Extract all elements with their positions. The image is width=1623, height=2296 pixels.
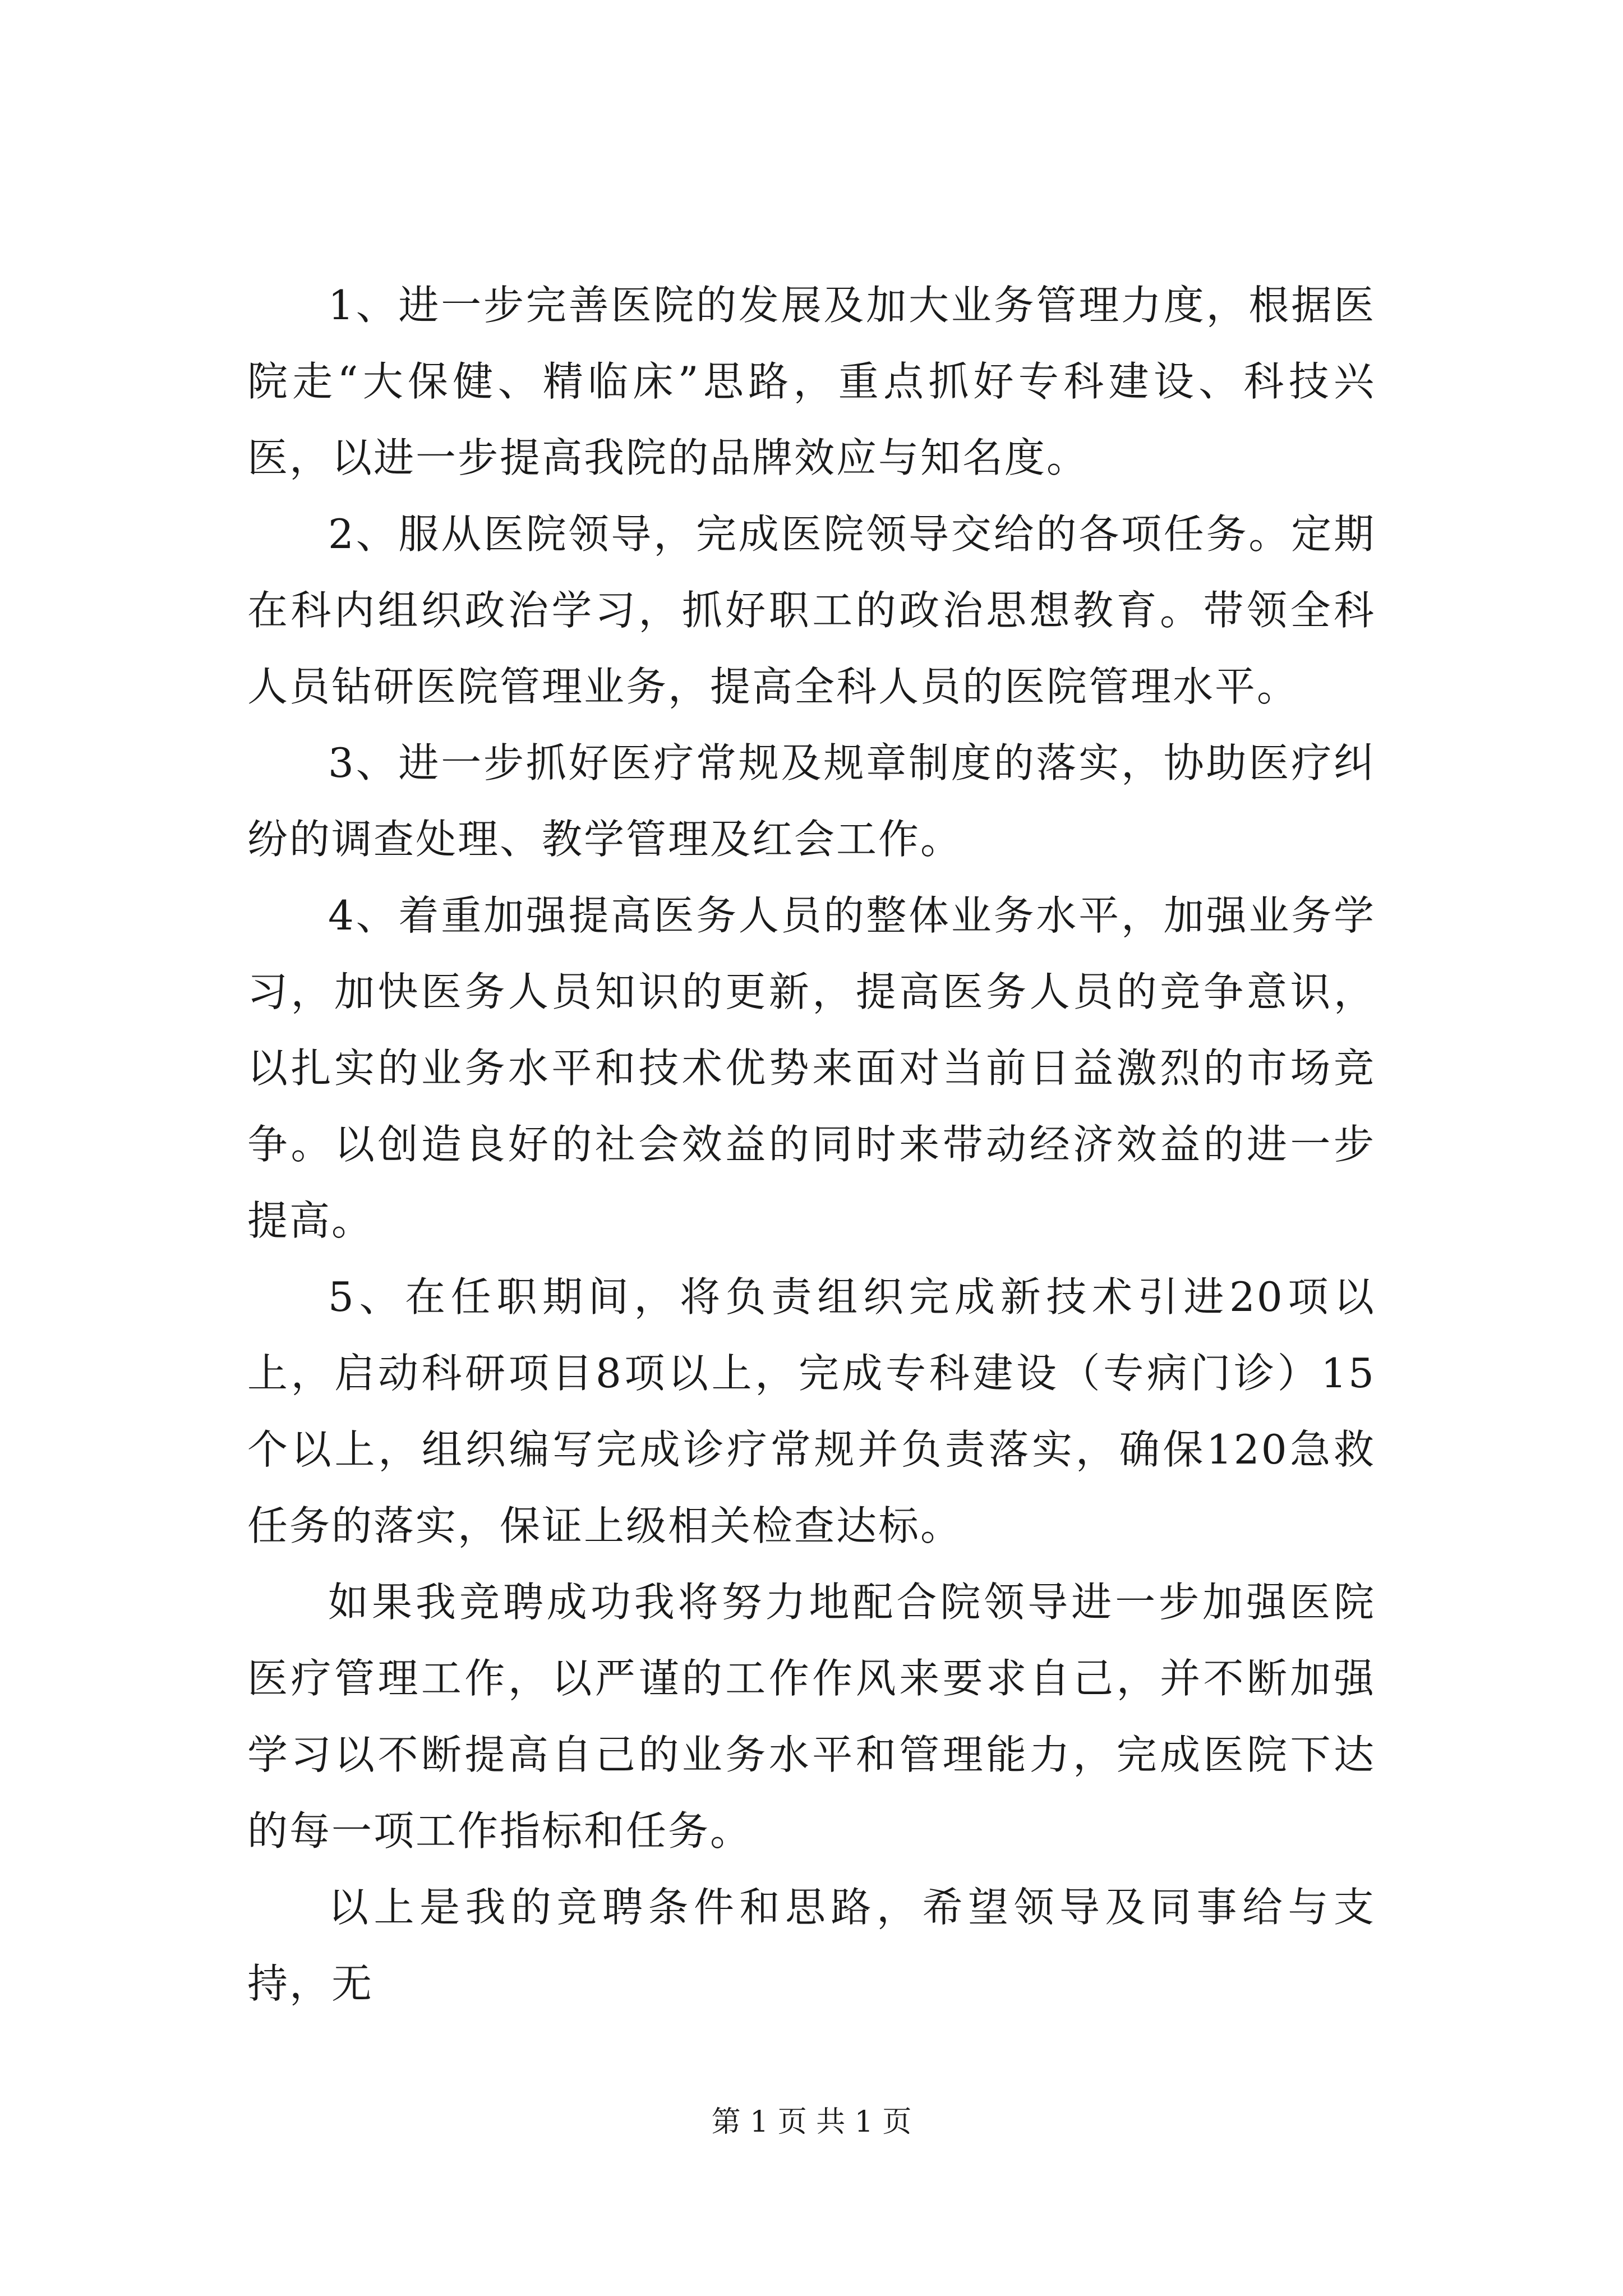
paragraph-1: 1、进一步完善医院的发展及加大业务管理力度，根据医院走“大保健、精临床”思路，重点抓好专科建设、科技兴医，以进一步提高我院的品牌效应与知名度。 xyxy=(247,282,1376,481)
paragraph-4: 4、着重加强提高医务人员的整体业务水平，加强业务学习，加快医务人员知识的更新，提高医务人员的竞争意识，以扎实的业务水平和技术优势来面对当前日益激烈的市场竞争。以创造良好的社会效益的同时来带动经济效益的进一步提高。 xyxy=(247,892,1376,1244)
paragraph-5: 5、在任职期间，将负责组织完成新技术引进20项以上，启动科研项目8项以上，完成专科建设（专病门诊）15个以上，组织编写完成诊疗常规并负责落实，确保120急救任务的落实，保证上级相关检查达标。 xyxy=(247,1273,1376,1549)
page-footer xyxy=(0,2102,1623,2142)
paragraph-7: 以上是我的竞聘条件和思路，希望领导及同事给与支持，无 xyxy=(247,1884,1376,2007)
paragraph-6: 如果我竞聘成功我将努力地配合院领导进一步加强医院医疗管理工作，以严谨的工作作风来要求自己，并不断加强学习以不断提高自己的业务水平和管理能力，完成医院下达的每一项工作指标和任务。 xyxy=(247,1579,1376,1855)
paragraph-2: 2、服从医院领导，完成医院领导交给的各项任务。定期在科内组织政治学习，抓好职工的政治思想教育。带领全科人员钻研医院管理业务，提高全科人员的医院管理水平。 xyxy=(247,510,1376,710)
document-body xyxy=(247,267,1376,2022)
page-number-label: 第 1 页 共 1 页 xyxy=(711,2105,912,2139)
paragraph-3: 3、进一步抓好医疗常规及规章制度的落实，协助医疗纠纷的调查处理、教学管理及红会工作。 xyxy=(247,739,1376,863)
